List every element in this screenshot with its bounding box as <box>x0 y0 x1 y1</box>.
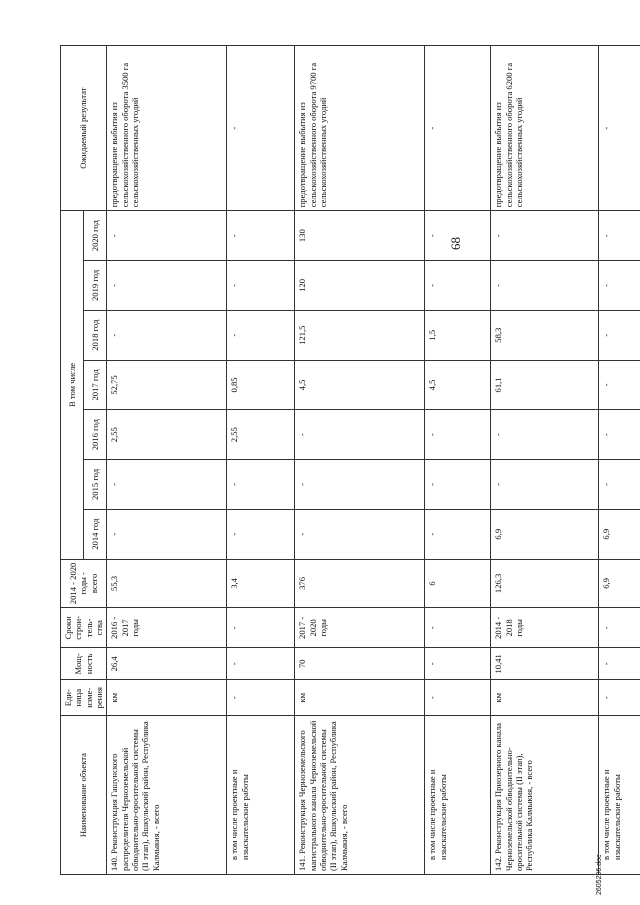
cell-total: 6 <box>425 559 491 608</box>
header-year: 2016 год <box>84 410 107 460</box>
cell-year-value: 1,5 <box>425 310 491 360</box>
cell-year-value: - <box>491 460 599 510</box>
cell-result: - <box>599 46 640 211</box>
cell-year-value: - <box>599 310 640 360</box>
cell-year-value: 6,9 <box>491 509 599 559</box>
cell-capacity: - <box>599 648 640 680</box>
cell-year-value: - <box>107 261 227 311</box>
header-result: Ожидаемый результат <box>61 46 107 211</box>
cell-result: - <box>227 46 295 211</box>
cell-name: 142. Реконструкция Приозерного канала Черноземельской обводнительно-оросительной системы (II этап), Республика Калмыкия, - всего <box>491 716 599 875</box>
cell-year-value: - <box>107 460 227 510</box>
cell-year-value: 2,55 <box>227 410 295 460</box>
cell-year-value: - <box>599 261 640 311</box>
cell-capacity: 10,41 <box>491 648 599 680</box>
cell-year-value: - <box>227 509 295 559</box>
cell-year-value: 130 <box>295 211 425 261</box>
cell-year-value: - <box>227 261 295 311</box>
table-row <box>295 46 425 875</box>
cell-name: в том числе проектные и изыскательские работы <box>425 716 491 875</box>
cell-year-value: - <box>491 410 599 460</box>
rotated-page <box>60 45 620 875</box>
cell-year-value: 58,3 <box>491 310 599 360</box>
header-year: 2017 год <box>84 360 107 410</box>
cell-year-value: - <box>491 261 599 311</box>
cell-year-value: - <box>425 509 491 559</box>
cell-year-value: - <box>295 460 425 510</box>
cell-result: предотвращение выбытия из сельскохозяйственного оборота 6200 га сельскохозяйственных угодий <box>491 46 599 211</box>
cell-year-value: - <box>425 460 491 510</box>
cell-unit: км <box>107 680 227 716</box>
header-year: 2014 год <box>84 509 107 559</box>
cell-year-value: - <box>599 211 640 261</box>
cell-total: 6,9 <box>599 559 640 608</box>
cell-total: 376 <box>295 559 425 608</box>
table-row <box>107 46 227 875</box>
cell-year-value: - <box>599 360 640 410</box>
cell-terms: 2016 - 2017 годы <box>107 608 227 648</box>
header-year: 2015 год <box>84 460 107 510</box>
cell-year-value: - <box>295 509 425 559</box>
header-total: 2014 - 2020 годы - всего <box>61 559 107 608</box>
cell-result: - <box>425 46 491 211</box>
cell-year-value: 52,75 <box>107 360 227 410</box>
cell-terms: 2014 - 2018 годы <box>491 608 599 648</box>
cell-year-value: - <box>425 211 491 261</box>
cell-year-value: - <box>107 509 227 559</box>
footer-filename: 2605296.doc <box>596 854 603 895</box>
cell-capacity: - <box>425 648 491 680</box>
cell-total: 3,4 <box>227 559 295 608</box>
cell-capacity: 70 <box>295 648 425 680</box>
table-row <box>227 46 295 875</box>
cell-unit: км <box>295 680 425 716</box>
cell-terms: 2017 - 2020 годы <box>295 608 425 648</box>
cell-year-value: 0,85 <box>227 360 295 410</box>
cell-capacity: 26,4 <box>107 648 227 680</box>
table-row <box>599 46 640 875</box>
cell-year-value: 61,1 <box>491 360 599 410</box>
cell-year-value: - <box>107 211 227 261</box>
header-year: 2018 год <box>84 310 107 360</box>
cell-year-value: - <box>107 310 227 360</box>
cell-total: 55,3 <box>107 559 227 608</box>
cell-year-value: 2,55 <box>107 410 227 460</box>
cell-year-value: - <box>425 261 491 311</box>
header-year: 2020 год <box>84 211 107 261</box>
header-terms: Сроки строи-тель-ства <box>61 608 107 648</box>
cell-year-value: - <box>227 310 295 360</box>
header-incl: В том числе <box>61 211 84 559</box>
cell-year-value: - <box>425 410 491 460</box>
cell-result: предотвращение выбытия из сельскохозяйственного оборота 3500 га сельскохозяйственных угодий <box>107 46 227 211</box>
page-number: 68 <box>448 237 463 250</box>
cell-total: 126,3 <box>491 559 599 608</box>
cell-capacity: - <box>227 648 295 680</box>
header-unit: Еди-ница изме-рения <box>61 680 107 716</box>
objects-table <box>60 45 640 875</box>
cell-year-value: - <box>227 460 295 510</box>
header-capacity: Мощ-ность <box>61 648 107 680</box>
cell-year-value: - <box>599 460 640 510</box>
cell-year-value: 4,5 <box>425 360 491 410</box>
cell-year-value: - <box>227 211 295 261</box>
cell-result: предотвращение выбытия из сельскохозяйственного оборота 9700 га сельскохозяйственных угодий <box>295 46 425 211</box>
cell-terms: - <box>599 608 640 648</box>
cell-name: в том числе проектные и изыскательские работы <box>599 716 640 875</box>
cell-year-value: - <box>491 211 599 261</box>
cell-year-value: 6,9 <box>599 509 640 559</box>
cell-year-value: 120 <box>295 261 425 311</box>
header-name: Наименование объекта <box>61 716 107 875</box>
cell-unit: км <box>491 680 599 716</box>
cell-unit: - <box>425 680 491 716</box>
cell-year-value: - <box>295 410 425 460</box>
cell-terms: - <box>425 608 491 648</box>
table-row <box>491 46 599 875</box>
cell-name: 141. Реконструкция Черноземельского магистрального канала Черноземельской обводнительно-оросительной системы (II этап), Яшкульский район, Республика Калмыкия, - всего <box>295 716 425 875</box>
cell-unit: - <box>599 680 640 716</box>
cell-name: 140. Реконструкция Гашунского распределителя Черноземельской обводнительно-оросительной системы (II этап), Яшкульский район, Республика Калмыкия, - всего <box>107 716 227 875</box>
cell-unit: - <box>227 680 295 716</box>
cell-year-value: 121,5 <box>295 310 425 360</box>
cell-name: в том числе проектные и изыскательские работы <box>227 716 295 875</box>
cell-year-value: - <box>599 410 640 460</box>
table-row <box>425 46 491 875</box>
cell-terms: - <box>227 608 295 648</box>
header-year: 2019 год <box>84 261 107 311</box>
cell-year-value: 4,5 <box>295 360 425 410</box>
